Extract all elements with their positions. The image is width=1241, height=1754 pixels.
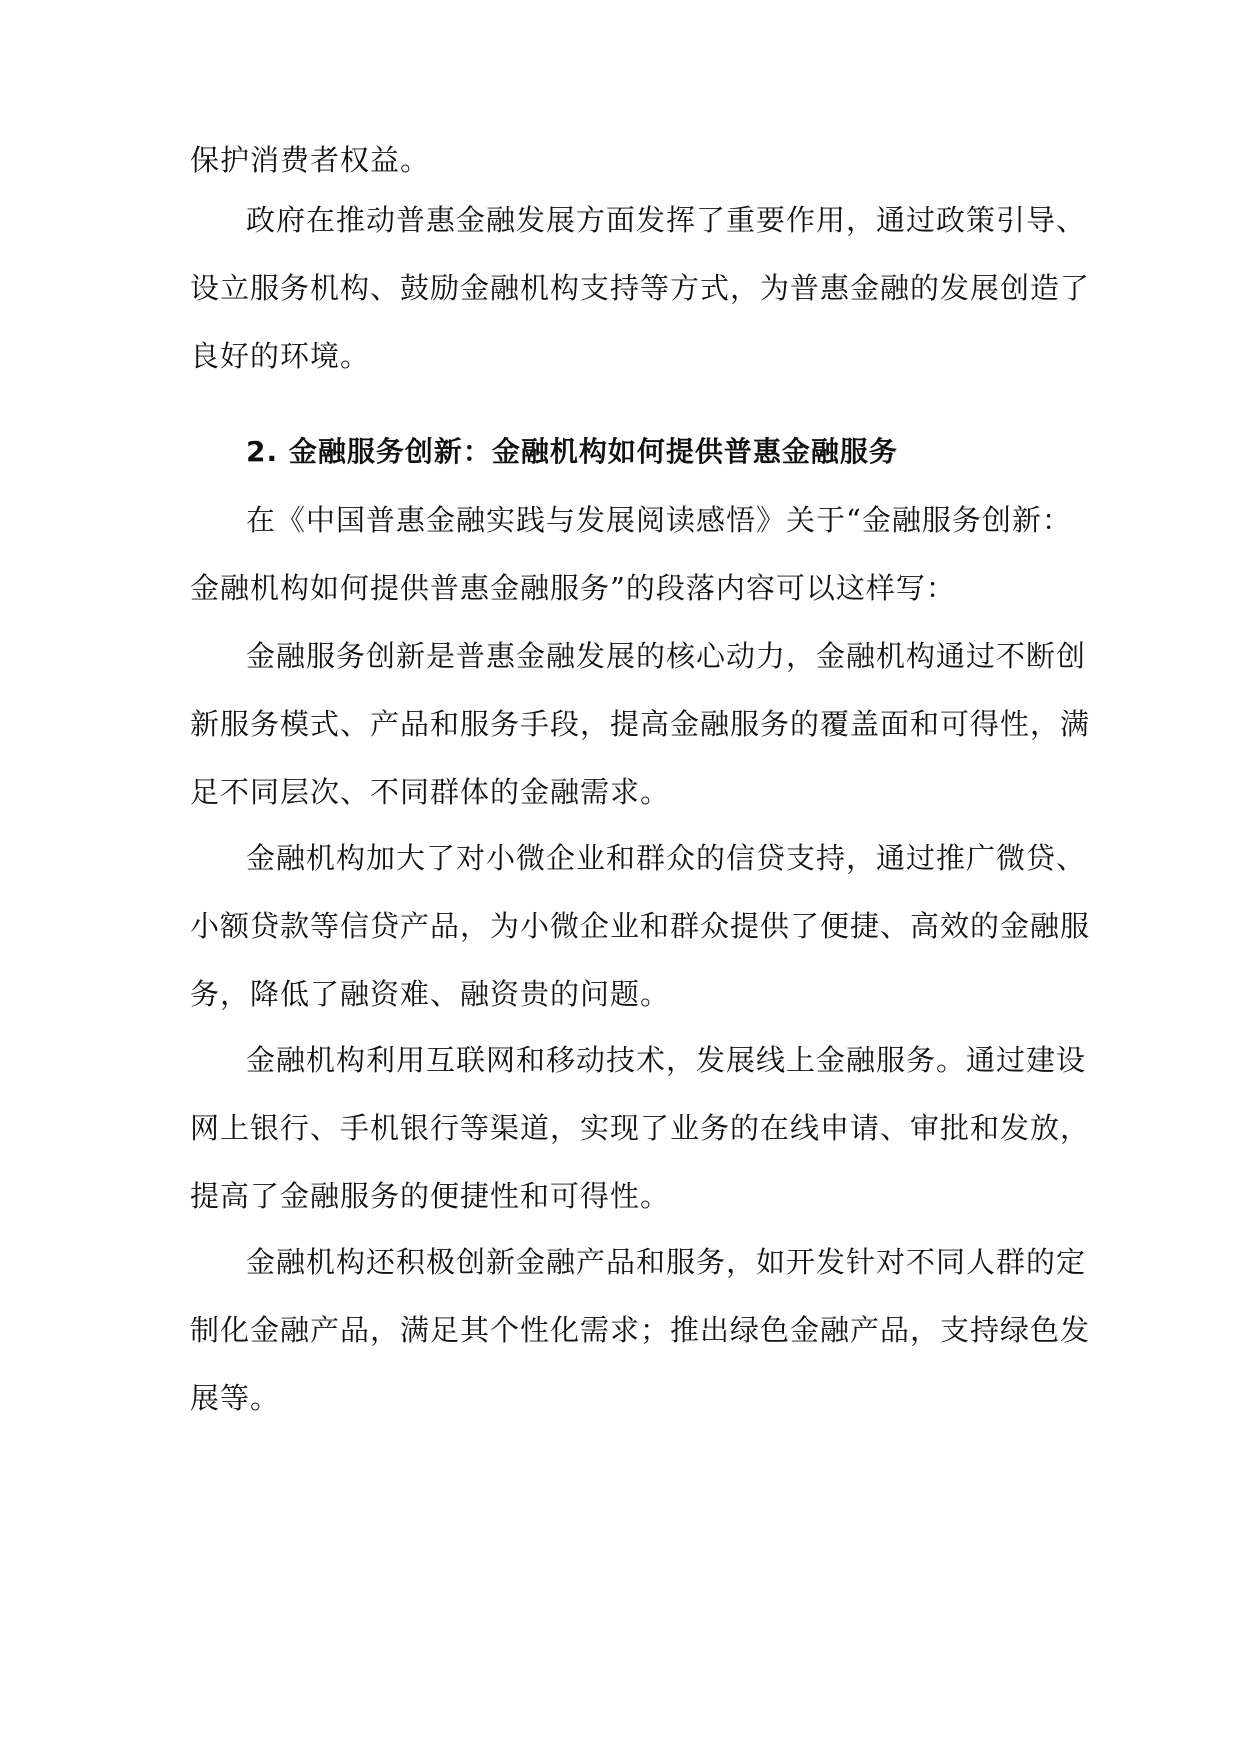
paragraph-line: 制化金融产品，满足其个性化需求；推出绿色金融产品，支持绿色发 [190, 1313, 1091, 1347]
paragraph-line: 金融机构加大了对小微企业和群众的信贷支持，通过推广微贷、 [246, 841, 1087, 875]
paragraph-line: 小额贷款等信贷产品，为小微企业和群众提供了便捷、高效的金融服 [190, 909, 1091, 943]
section-heading: 2. 金融服务创新：金融机构如何提供普惠金融服务 [246, 435, 898, 468]
paragraph-line: 足不同层次、不同群体的金融需求。 [190, 775, 671, 809]
paragraph-line: 政府在推动普惠金融发展方面发挥了重要作用，通过政策引导、 [246, 203, 1087, 237]
paragraph-line: 务，降低了融资难、融资贵的问题。 [190, 977, 671, 1011]
paragraph-line: 提高了金融服务的便捷性和可得性。 [190, 1179, 671, 1213]
paragraph-line: 金融机构如何提供普惠金融服务”的段落内容可以这样写： [190, 571, 956, 605]
paragraph-line: 金融服务创新是普惠金融发展的核心动力，金融机构通过不断创 [246, 639, 1087, 673]
paragraph-line: 设立服务机构、鼓励金融机构支持等方式，为普惠金融的发展创造了 [190, 271, 1091, 305]
paragraph-line: 在《中国普惠金融实践与发展阅读感悟》关于“金融服务创新： [246, 503, 1072, 537]
paragraph-line: 网上银行、手机银行等渠道，实现了业务的在线申请、审批和发放， [190, 1111, 1091, 1145]
paragraph-line: 金融机构利用互联网和移动技术，发展线上金融服务。通过建设 [246, 1043, 1087, 1077]
paragraph-line: 新服务模式、产品和服务手段，提高金融服务的覆盖面和可得性，满 [190, 707, 1091, 741]
paragraph-line: 保护消费者权益。 [190, 143, 431, 177]
paragraph-line: 良好的环境。 [190, 339, 371, 373]
paragraph-line: 金融机构还积极创新金融产品和服务，如开发针对不同人群的定 [246, 1245, 1087, 1279]
paragraph-line: 展等。 [190, 1381, 281, 1415]
